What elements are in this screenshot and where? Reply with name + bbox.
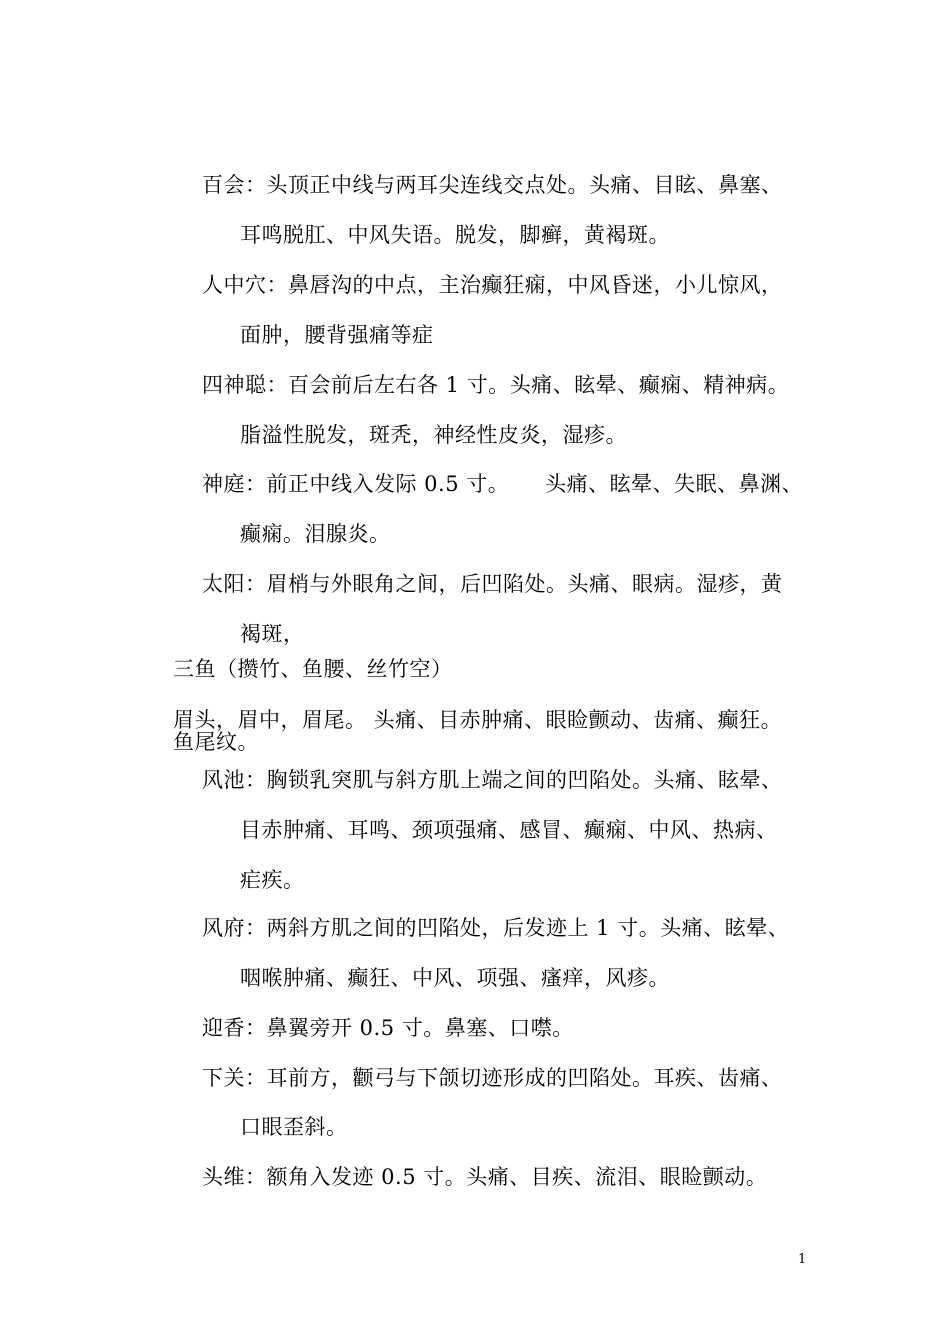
entry-fengfu-line-2: 咽喉肿痛、癫狂、中风、项强、瘙痒，风疹。 — [240, 966, 670, 990]
entry-xiaguan-line-2: 口眼歪斜。 — [240, 1115, 348, 1139]
entry-taiyang-line-1: 太阳：眉梢与外眼角之间，后凹陷处。头痛、眼病。湿疹，黄 — [202, 572, 783, 596]
entry-fengchi-line-3: 疟疾。 — [240, 868, 305, 892]
entry-renzhong-line-1: 人中穴：鼻唇沟的中点，主治癫狂痫，中风昏迷，小儿惊风， — [202, 273, 783, 297]
entry-sishencong-line-2: 脂溢性脱发，斑秃，神经性皮炎，湿疹。 — [240, 423, 627, 447]
entry-baihui-line-1: 百会：头顶正中线与两耳尖连线交点处。头痛、目眩、鼻塞、 — [202, 173, 783, 197]
entry-sanyu-line-2: 鱼尾纹。 — [173, 730, 259, 754]
entry-shenting-line-2: 癫痫。泪腺炎。 — [240, 522, 391, 546]
entry-xiaguan-line-1: 下关：耳前方，颧弓与下颌切迹形成的凹陷处。耳疾、齿痛、 — [202, 1066, 783, 1090]
entry-sanyu-line-1: 眉头，眉中，眉尾。 头痛、目赤肿痛、眼睑颤动、齿痛、癫狂。 — [173, 708, 783, 732]
entry-renzhong-line-2: 面肿，腰背强痛等症 — [240, 323, 434, 347]
entry-baihui-line-2: 耳鸣脱肛、中风失语。脱发，脚癣，黄褐斑。 — [240, 223, 670, 247]
entry-fengchi-line-2: 目赤肿痛、耳鸣、颈项强痛、感冒、癫痫、中风、热病、 — [240, 818, 778, 842]
entry-taiyang-line-2: 褐斑， — [240, 622, 305, 646]
entry-fengfu-line-1: 风府：两斜方肌之间的凹陷处，后发迹上 1 寸。头痛、眩晕、 — [202, 916, 790, 940]
entry-sishencong-line-1: 四神聪：百会前后左右各 1 寸。头痛、眩晕、癫痫、精神病。 — [202, 373, 790, 397]
entry-yingxiang-line-1: 迎香：鼻翼旁开 0.5 寸。鼻塞、口噤。 — [202, 1016, 574, 1040]
entry-shenting-line-1: 神庭：前正中线入发际 0.5 寸。 头痛、眩晕、失眠、鼻渊、 — [202, 472, 804, 496]
entry-sanyu-heading: 三鱼（攒竹、鱼腰、丝竹空） — [173, 657, 453, 681]
entry-touwei-line-1: 头维：额角入发迹 0.5 寸。头痛、目疾、流泪、眼睑颤动。 — [202, 1165, 768, 1189]
entry-fengchi-line-1: 风池：胸锁乳突肌与斜方肌上端之间的凹陷处。头痛、眩晕、 — [202, 768, 783, 792]
page-number: 1 — [798, 1252, 807, 1267]
